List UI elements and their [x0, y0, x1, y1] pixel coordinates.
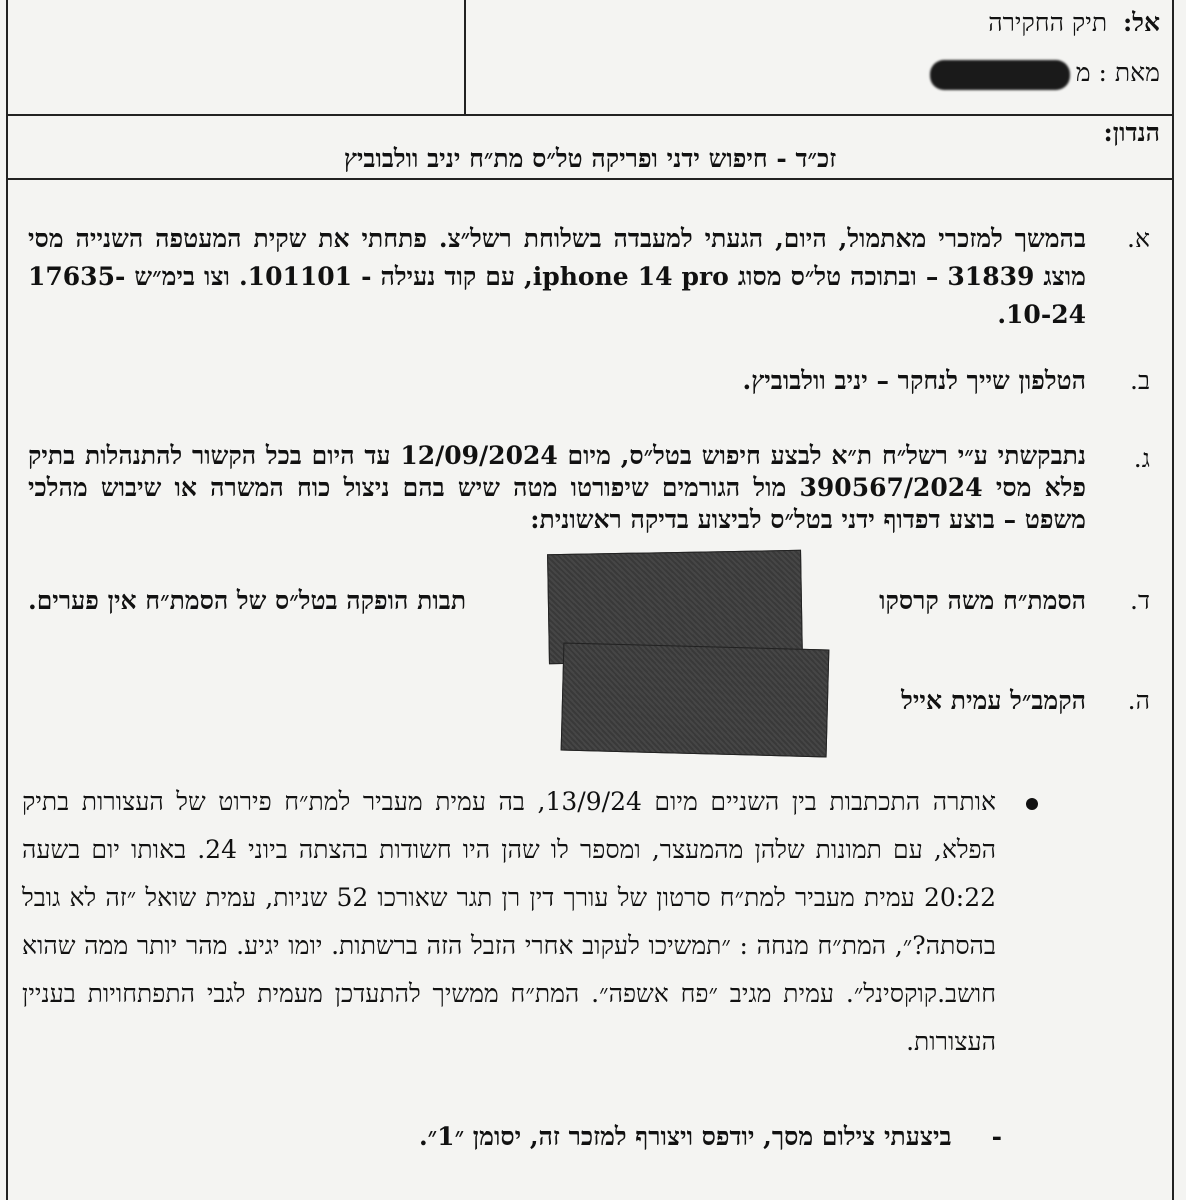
- memo-header: [8, 0, 1172, 116]
- bullet-text: אותרה התכתבות בין השניים מיום 13/9/24, בה עמית מעביר למת״ח פירוט של העצורות בתיק הפלא, עם תמונות שלהן מהמעצר, ומספר לו שהן היו חשודות בהצתה ביוני 24. באותו יום בשעה 20:22 עמית מעביר למת״ח סרטון של עורך דין רן תגר שאורכו 52 שניות, עמית שואל ״זה לא גובל בהסתה?״, המת״ח מנחה : ״תמשיכו לעקוב אחרי הזבל הזה ברשתות. יומו יגיע. מהר יותר ממה שהוא חושב.קוקסינל״. עמית מגיב ״פח אשפה״. המת״ח ממשיך להתעדכן מעמית לגבי התפתחויות בעניין העצורות.: [22, 787, 997, 1056]
- dash-text: ביצעתי צילום מסך, יודפס ויצורף למזכר זה, יסומן ״1״.: [418, 1122, 952, 1151]
- item-text: הטלפון שייך לנחקר – יניב וולבוביץ.: [742, 366, 1086, 395]
- from-label: מאת :: [1098, 58, 1160, 87]
- item-text: הקמב״ל עמית אייל: [901, 686, 1086, 715]
- redaction-mark: [930, 60, 1070, 90]
- to-value: תיק החקירה: [988, 8, 1108, 37]
- to-line: אל: תיק החקירה: [988, 8, 1160, 37]
- memo-page: [6, 0, 1174, 1200]
- subject-row: [8, 114, 1172, 180]
- item-letter: ג.: [1133, 444, 1150, 473]
- bullet-icon: [1026, 798, 1038, 810]
- from-line: [930, 58, 1160, 90]
- header-divider: [464, 0, 466, 114]
- to-label: אל: [1132, 8, 1160, 37]
- from-value: מ: [1075, 58, 1091, 87]
- subject-text: זכ״ד - חיפוש ידני ופריקה טל״ס מת״ח יניב וולבוביץ: [343, 144, 837, 173]
- item-letter: ה.: [1127, 686, 1150, 715]
- header-addressing: [472, 0, 1172, 114]
- item-text-left: תבות הופקה בטל״ס של הסמת״ח אין פערים.: [28, 586, 467, 615]
- item-letter: ד.: [1130, 586, 1150, 615]
- item-letter: ב.: [1130, 366, 1150, 395]
- item-text: נתבקשתי ע״י רשל״ח ת״א לבצע חיפוש בטל״ס, מיום 12/09/2024 עד היום בכל הקשור להתנהלות בתיק פלא מסי 390567/2024 מול הגורמים שיפורטו מטה שיש בהם ניצול כוח המשרה או שיבוש מהלכי משפט – בוצע דפדוף ידני בטל״ס לביצוע בדיקה ראשונית:: [28, 441, 1086, 534]
- item-letter: א.: [1127, 224, 1150, 253]
- dash-item: [419, 1122, 1002, 1152]
- subject-label: הנדון:: [1103, 118, 1160, 147]
- item-text-right: הסמת״ח משה קרסקו: [879, 586, 1086, 615]
- item-text: בהמשך למזכרי מאתמול, היום, הגעתי למעבדה בשלוחת רשל״צ. פתחתי את שקית המעטפה השנייה מסי מוצג 31839 – ובתוכה טל״ס מסוג iphone 14 pro, עם קוד נעילה - 101101. וצו בימ״ש 17635-10-24.: [28, 224, 1086, 329]
- dash-marker: -: [991, 1122, 1002, 1151]
- redaction-box: [561, 643, 830, 758]
- item-a: [8, 220, 1172, 340]
